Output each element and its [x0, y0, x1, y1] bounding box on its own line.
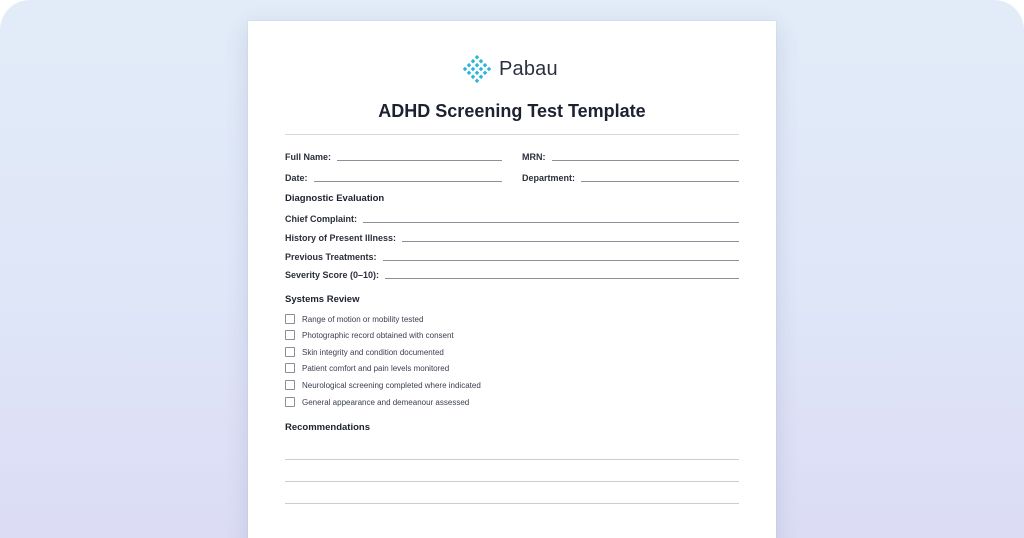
diagnostic-heading: Diagnostic Evaluation: [285, 193, 385, 204]
mrn-label: MRN:: [522, 152, 546, 162]
date-line[interactable]: [314, 181, 502, 182]
brand-name: Pabau: [499, 57, 558, 80]
checkbox[interactable]: [285, 397, 295, 407]
checklist-item[interactable]: [285, 396, 469, 408]
systems-review-heading: Systems Review: [285, 294, 360, 305]
department-label: Department:: [522, 173, 576, 183]
previous-treatments-label: Previous Treatments:: [285, 252, 377, 262]
mrn-line[interactable]: [552, 160, 740, 161]
checklist-item-label: Skin integrity and condition documented: [302, 347, 444, 357]
document-sheet: [248, 21, 776, 538]
checklist-item[interactable]: [285, 362, 449, 374]
chief-complaint-label: Chief Complaint:: [285, 214, 357, 224]
mrn-field[interactable]: [522, 150, 739, 162]
checklist-item[interactable]: [285, 379, 481, 391]
checklist-item[interactable]: [285, 329, 454, 341]
history-line[interactable]: [402, 241, 739, 242]
full-name-line[interactable]: [337, 160, 502, 161]
document-title: ADHD Screening Test Template: [378, 101, 646, 121]
department-line[interactable]: [581, 181, 739, 182]
full-name-field[interactable]: [285, 150, 502, 162]
pabau-logo-icon: [463, 55, 491, 83]
history-field[interactable]: [285, 231, 739, 243]
checklist-item-label: Photographic record obtained with consent: [302, 330, 454, 340]
recommendations-line[interactable]: [285, 503, 739, 504]
chief-complaint-field[interactable]: [285, 212, 739, 224]
title-divider: [285, 134, 739, 135]
checklist-item-label: Neurological screening completed where indicated: [302, 380, 481, 390]
checklist-item-label: Patient comfort and pain levels monitored: [302, 363, 450, 373]
previous-treatments-line[interactable]: [383, 260, 739, 261]
chief-complaint-line[interactable]: [363, 222, 739, 223]
severity-field[interactable]: [285, 268, 739, 280]
recommendations-line[interactable]: [285, 481, 739, 482]
checkbox[interactable]: [285, 363, 295, 373]
history-label: History of Present Illness:: [285, 233, 397, 243]
recommendations-line[interactable]: [285, 459, 739, 460]
checklist-item[interactable]: [285, 346, 444, 358]
checkbox[interactable]: [285, 347, 295, 357]
brand-logo: [463, 55, 558, 83]
date-field[interactable]: [285, 171, 502, 183]
recommendations-heading: Recommendations: [285, 422, 370, 433]
severity-line[interactable]: [385, 278, 739, 279]
checkbox[interactable]: [285, 380, 295, 390]
checklist-item[interactable]: [285, 313, 423, 325]
checkbox[interactable]: [285, 314, 295, 324]
severity-label: Severity Score (0–10):: [285, 270, 380, 280]
checkbox[interactable]: [285, 330, 295, 340]
date-label: Date:: [285, 173, 308, 183]
full-name-label: Full Name:: [285, 152, 332, 162]
checklist-item-label: General appearance and demeanour assessed: [302, 397, 470, 407]
checklist-item-label: Range of motion or mobility tested: [302, 314, 424, 324]
previous-treatments-field[interactable]: [285, 250, 739, 262]
department-field[interactable]: [522, 171, 739, 183]
